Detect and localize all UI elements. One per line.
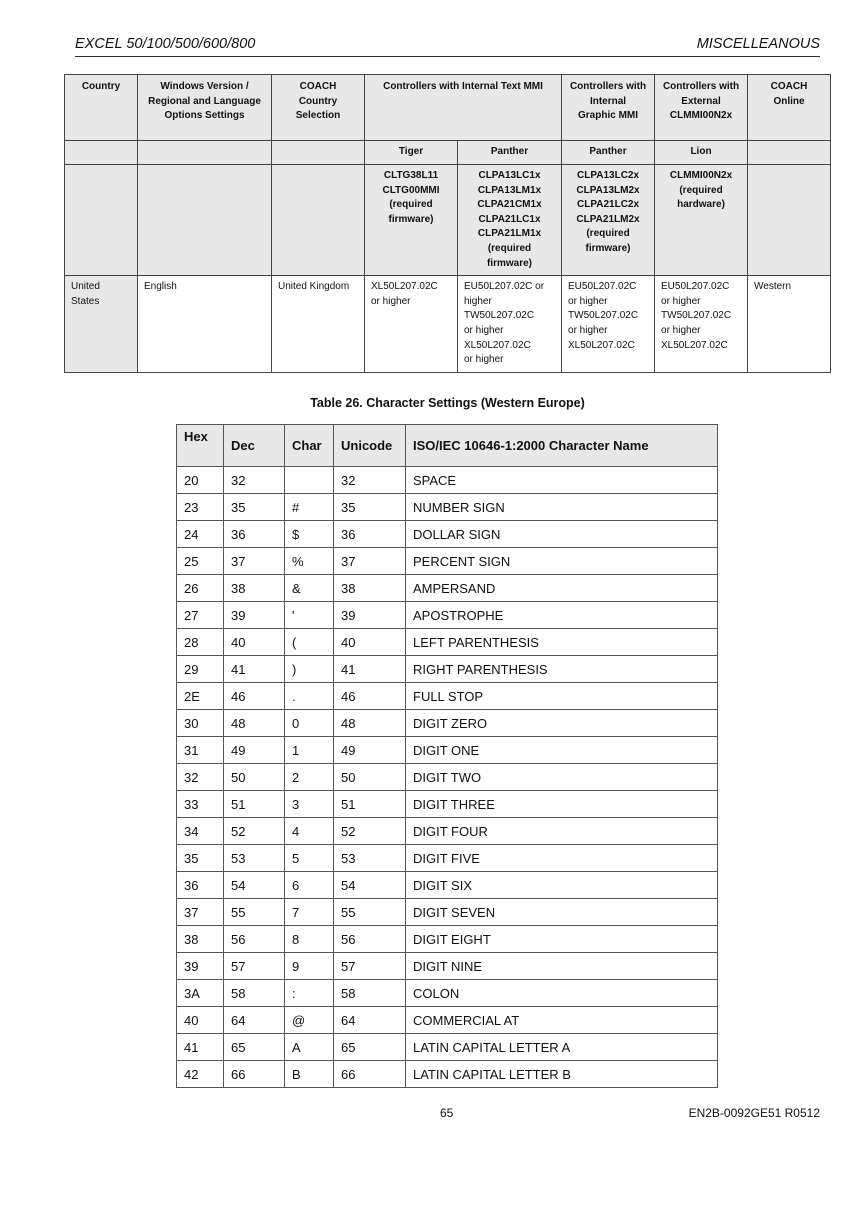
hex-cell: 28 — [177, 629, 224, 656]
unicode-cell: 48 — [334, 710, 406, 737]
dec-cell: 64 — [224, 1007, 285, 1034]
char-cell: @ — [285, 1007, 334, 1034]
char-cell: ) — [285, 656, 334, 683]
unicode-cell: 40 — [334, 629, 406, 656]
compat-header-row — [65, 75, 831, 141]
compat-family-cell: Tiger — [365, 141, 458, 165]
table-row — [177, 656, 718, 683]
hex-cell: 3A — [177, 980, 224, 1007]
unicode-cell: 32 — [334, 467, 406, 494]
char-cell: 4 — [285, 818, 334, 845]
unicode-cell: 56 — [334, 926, 406, 953]
document-reference: EN2B-0092GE51 R0512 — [688, 1106, 820, 1120]
hex-cell: 42 — [177, 1061, 224, 1088]
char-cell: . — [285, 683, 334, 710]
unicode-cell: 50 — [334, 764, 406, 791]
cell-line: CLPA21LC1x — [478, 213, 541, 225]
char-cell — [285, 467, 334, 494]
compat-windows-cell: English — [138, 276, 272, 373]
col-header-hex: Hex — [177, 425, 224, 467]
compat-coach-online-cell: Western — [748, 276, 831, 373]
table-row — [177, 791, 718, 818]
hex-cell: 39 — [177, 953, 224, 980]
compat-header-cell — [655, 75, 748, 141]
unicode-cell: 37 — [334, 548, 406, 575]
cell-line: or higher — [464, 324, 504, 336]
unicode-cell: 38 — [334, 575, 406, 602]
character-name-cell: DOLLAR SIGN — [406, 521, 718, 548]
char-cell: ' — [285, 602, 334, 629]
table-row — [177, 710, 718, 737]
char-cell: 3 — [285, 791, 334, 818]
compat-header-cell — [138, 75, 272, 141]
char-cell: 7 — [285, 899, 334, 926]
hex-cell: 24 — [177, 521, 224, 548]
compat-model-cell — [365, 165, 458, 276]
char-cell: 2 — [285, 764, 334, 791]
compat-panther-graphic-cell — [562, 276, 655, 373]
cell-line: or higher — [661, 324, 701, 336]
character-settings-table — [176, 424, 718, 1088]
unicode-cell: 53 — [334, 845, 406, 872]
compat-model-cell — [562, 165, 655, 276]
cell-line: TW50L207.02C — [568, 310, 639, 322]
cell-line: EU50L207.02C — [661, 281, 730, 293]
cell-line: hardware) — [677, 199, 725, 211]
char-cell: B — [285, 1061, 334, 1088]
table-row — [177, 629, 718, 656]
compat-model-cell — [655, 165, 748, 276]
cell-line: TW50L207.02C — [464, 310, 535, 322]
compat-header-cell — [365, 75, 562, 141]
table-caption: Table 26. Character Settings (Western Europe) — [310, 396, 585, 410]
hex-cell: 36 — [177, 872, 224, 899]
compat-family-cell — [748, 141, 831, 165]
compat-family-row — [65, 141, 831, 165]
cell-line: higher — [464, 295, 492, 307]
compat-model-cell — [272, 165, 365, 276]
col-header-dec: Dec — [224, 425, 285, 467]
table-row — [177, 1007, 718, 1034]
unicode-cell: 49 — [334, 737, 406, 764]
table-row — [177, 467, 718, 494]
dec-cell: 35 — [224, 494, 285, 521]
hex-cell: 27 — [177, 602, 224, 629]
cell-line: (required — [389, 199, 433, 211]
char-table-header-row — [177, 425, 718, 467]
cell-line: Country — [81, 81, 121, 92]
compat-model-cell — [138, 165, 272, 276]
compat-model-cell — [65, 165, 138, 276]
table-row — [177, 926, 718, 953]
table-row — [177, 494, 718, 521]
col-header-char: Char — [285, 425, 334, 467]
cell-line: States — [71, 295, 100, 307]
character-name-cell: COMMERCIAL AT — [406, 1007, 718, 1034]
cell-line: or higher — [371, 295, 411, 307]
char-cell: & — [285, 575, 334, 602]
compat-model-cell — [748, 165, 831, 276]
char-cell: # — [285, 494, 334, 521]
character-name-cell: AMPERSAND — [406, 575, 718, 602]
dec-cell: 39 — [224, 602, 285, 629]
table-row — [177, 953, 718, 980]
compat-family-cell — [138, 141, 272, 165]
compat-country-cell — [65, 276, 138, 373]
cell-line: firmware) — [388, 213, 434, 225]
cell-line: CLTG38L11 — [383, 170, 439, 181]
cell-line: (required — [487, 242, 532, 254]
cell-line: XL50L207.02C — [464, 339, 531, 351]
hex-cell: 41 — [177, 1034, 224, 1061]
dec-cell: 57 — [224, 953, 285, 980]
unicode-cell: 64 — [334, 1007, 406, 1034]
cell-line: CLPA13LC1x — [478, 170, 541, 181]
compat-model-row — [65, 165, 831, 276]
col-header-character-name: ISO/IEC 10646-1:2000 Character Name — [406, 425, 718, 467]
character-name-cell: SPACE — [406, 467, 718, 494]
dec-cell: 66 — [224, 1061, 285, 1088]
dec-cell: 49 — [224, 737, 285, 764]
character-name-cell: DIGIT EIGHT — [406, 926, 718, 953]
table-row — [177, 1034, 718, 1061]
cell-line: CLPA21LM1x — [477, 228, 542, 240]
unicode-cell: 39 — [334, 602, 406, 629]
character-name-cell: COLON — [406, 980, 718, 1007]
cell-line: XL50L207.02C — [661, 339, 728, 351]
cell-line: CLPA13LM2x — [576, 184, 640, 196]
character-name-cell: LATIN CAPITAL LETTER B — [406, 1061, 718, 1088]
char-cell: ( — [285, 629, 334, 656]
table-row — [177, 548, 718, 575]
cell-line: CLPA21CM1x — [477, 199, 542, 211]
dec-cell: 32 — [224, 467, 285, 494]
cell-line: or higher — [661, 295, 701, 307]
cell-line: or higher — [464, 354, 504, 366]
cell-line: Country — [298, 95, 338, 107]
cell-line: EU50L207.02C — [568, 281, 637, 293]
cell-line: TW50L207.02C — [661, 310, 732, 322]
dec-cell: 46 — [224, 683, 285, 710]
table-row — [177, 683, 718, 710]
cell-line: XL50L207.02C — [568, 339, 635, 351]
char-cell: A — [285, 1034, 334, 1061]
dec-cell: 55 — [224, 899, 285, 926]
hex-cell: 26 — [177, 575, 224, 602]
dec-cell: 38 — [224, 575, 285, 602]
unicode-cell: 46 — [334, 683, 406, 710]
table-row — [177, 980, 718, 1007]
hex-cell: 37 — [177, 899, 224, 926]
dec-cell: 41 — [224, 656, 285, 683]
cell-line: COACH — [299, 81, 337, 92]
character-name-cell: DIGIT THREE — [406, 791, 718, 818]
table-row — [177, 872, 718, 899]
cell-line: or higher — [568, 295, 608, 307]
compat-data-row — [65, 276, 831, 373]
dec-cell: 54 — [224, 872, 285, 899]
char-cell: % — [285, 548, 334, 575]
char-cell: 5 — [285, 845, 334, 872]
compat-header-cell — [748, 75, 831, 141]
cell-line: Online — [773, 95, 805, 107]
hex-cell: 2E — [177, 683, 224, 710]
dec-cell: 48 — [224, 710, 285, 737]
header-right-title: MISCELLEANOUS — [696, 36, 820, 52]
compat-header-cell — [562, 75, 655, 141]
unicode-cell: 57 — [334, 953, 406, 980]
cell-line: Options Settings — [164, 110, 245, 122]
unicode-cell: 36 — [334, 521, 406, 548]
hex-cell: 32 — [177, 764, 224, 791]
hex-cell: 35 — [177, 845, 224, 872]
char-cell: $ — [285, 521, 334, 548]
table-row — [177, 899, 718, 926]
cell-line: EU50L207.02C or — [464, 281, 545, 293]
cell-line: United — [71, 281, 100, 293]
dec-cell: 37 — [224, 548, 285, 575]
cell-line: CLPA13LM1x — [477, 184, 542, 196]
compat-family-cell: Lion — [655, 141, 748, 165]
character-name-cell: LEFT PARENTHESIS — [406, 629, 718, 656]
table-row — [177, 575, 718, 602]
dec-cell: 36 — [224, 521, 285, 548]
char-cell: 1 — [285, 737, 334, 764]
cell-line: firmware) — [585, 242, 631, 254]
character-name-cell: RIGHT PARENTHESIS — [406, 656, 718, 683]
cell-line: (required — [586, 228, 630, 240]
table-row — [177, 1061, 718, 1088]
cell-line: Regional and Language — [148, 95, 261, 107]
hex-cell: 23 — [177, 494, 224, 521]
cell-line: Controllers with Internal Text MMI — [383, 81, 543, 92]
char-cell: 8 — [285, 926, 334, 953]
cell-line: or higher — [568, 324, 608, 336]
unicode-cell: 35 — [334, 494, 406, 521]
character-name-cell: FULL STOP — [406, 683, 718, 710]
cell-line: COACH — [770, 81, 808, 92]
cell-line: XL50L207.02C — [371, 281, 438, 293]
page-header — [75, 36, 820, 57]
cell-line: External — [681, 95, 721, 107]
compat-header-cell — [272, 75, 365, 141]
character-name-cell: DIGIT NINE — [406, 953, 718, 980]
table-row — [177, 764, 718, 791]
cell-line: CLMMI00N2x — [669, 110, 733, 122]
compat-header-cell — [65, 75, 138, 141]
hex-cell: 38 — [177, 926, 224, 953]
compat-model-cell — [458, 165, 562, 276]
unicode-cell: 41 — [334, 656, 406, 683]
character-name-cell: DIGIT SIX — [406, 872, 718, 899]
character-name-cell: DIGIT ZERO — [406, 710, 718, 737]
cell-line: Graphic MMI — [578, 110, 639, 122]
character-name-cell: DIGIT FOUR — [406, 818, 718, 845]
cell-line: Controllers with — [569, 81, 647, 92]
hex-cell: 30 — [177, 710, 224, 737]
character-name-cell: LATIN CAPITAL LETTER A — [406, 1034, 718, 1061]
compat-family-cell — [272, 141, 365, 165]
char-cell: 9 — [285, 953, 334, 980]
table-row — [177, 737, 718, 764]
dec-cell: 56 — [224, 926, 285, 953]
cell-line: Windows Version / — [160, 81, 249, 92]
hex-cell: 40 — [177, 1007, 224, 1034]
character-name-cell: DIGIT SEVEN — [406, 899, 718, 926]
hex-cell: 34 — [177, 818, 224, 845]
char-cell: 0 — [285, 710, 334, 737]
hex-cell: 29 — [177, 656, 224, 683]
dec-cell: 50 — [224, 764, 285, 791]
char-cell: 6 — [285, 872, 334, 899]
unicode-cell: 55 — [334, 899, 406, 926]
table-row — [177, 521, 718, 548]
char-cell: : — [285, 980, 334, 1007]
cell-line: CLPA21LM2x — [576, 213, 640, 225]
character-name-cell: DIGIT ONE — [406, 737, 718, 764]
dec-cell: 40 — [224, 629, 285, 656]
unicode-cell: 58 — [334, 980, 406, 1007]
compat-coach-country-cell: United Kingdom — [272, 276, 365, 373]
cell-line: Selection — [295, 110, 341, 122]
table-row — [177, 602, 718, 629]
table-row — [177, 818, 718, 845]
header-left-title: EXCEL 50/100/500/600/800 — [75, 36, 256, 52]
unicode-cell: 52 — [334, 818, 406, 845]
compat-lion-cell — [655, 276, 748, 373]
character-name-cell: DIGIT TWO — [406, 764, 718, 791]
cell-line: CLTG00MMI — [382, 184, 440, 196]
page-number: 65 — [440, 1106, 454, 1120]
dec-cell: 65 — [224, 1034, 285, 1061]
cell-line: CLMMI00N2x — [669, 170, 733, 181]
compat-family-cell: Panther — [458, 141, 562, 165]
col-header-unicode: Unicode — [334, 425, 406, 467]
compat-family-cell: Panther — [562, 141, 655, 165]
dec-cell: 51 — [224, 791, 285, 818]
character-name-cell: DIGIT FIVE — [406, 845, 718, 872]
hex-cell: 20 — [177, 467, 224, 494]
cell-line: Internal — [589, 95, 627, 107]
table-row — [177, 845, 718, 872]
hex-cell: 33 — [177, 791, 224, 818]
character-name-cell: PERCENT SIGN — [406, 548, 718, 575]
controller-compatibility-table — [64, 74, 831, 373]
compat-family-cell — [65, 141, 138, 165]
compat-panther-text-cell — [458, 276, 562, 373]
hex-cell: 31 — [177, 737, 224, 764]
unicode-cell: 51 — [334, 791, 406, 818]
dec-cell: 53 — [224, 845, 285, 872]
hex-cell: 25 — [177, 548, 224, 575]
cell-line: Controllers with — [662, 81, 740, 92]
cell-line: CLPA21LC2x — [576, 199, 640, 211]
dec-cell: 58 — [224, 980, 285, 1007]
character-name-cell: NUMBER SIGN — [406, 494, 718, 521]
unicode-cell: 66 — [334, 1061, 406, 1088]
unicode-cell: 54 — [334, 872, 406, 899]
character-name-cell: APOSTROPHE — [406, 602, 718, 629]
compat-tiger-cell — [365, 276, 458, 373]
unicode-cell: 65 — [334, 1034, 406, 1061]
cell-line: (required — [679, 184, 723, 196]
cell-line: CLPA13LC2x — [576, 170, 640, 181]
cell-line: firmware) — [487, 257, 533, 269]
dec-cell: 52 — [224, 818, 285, 845]
